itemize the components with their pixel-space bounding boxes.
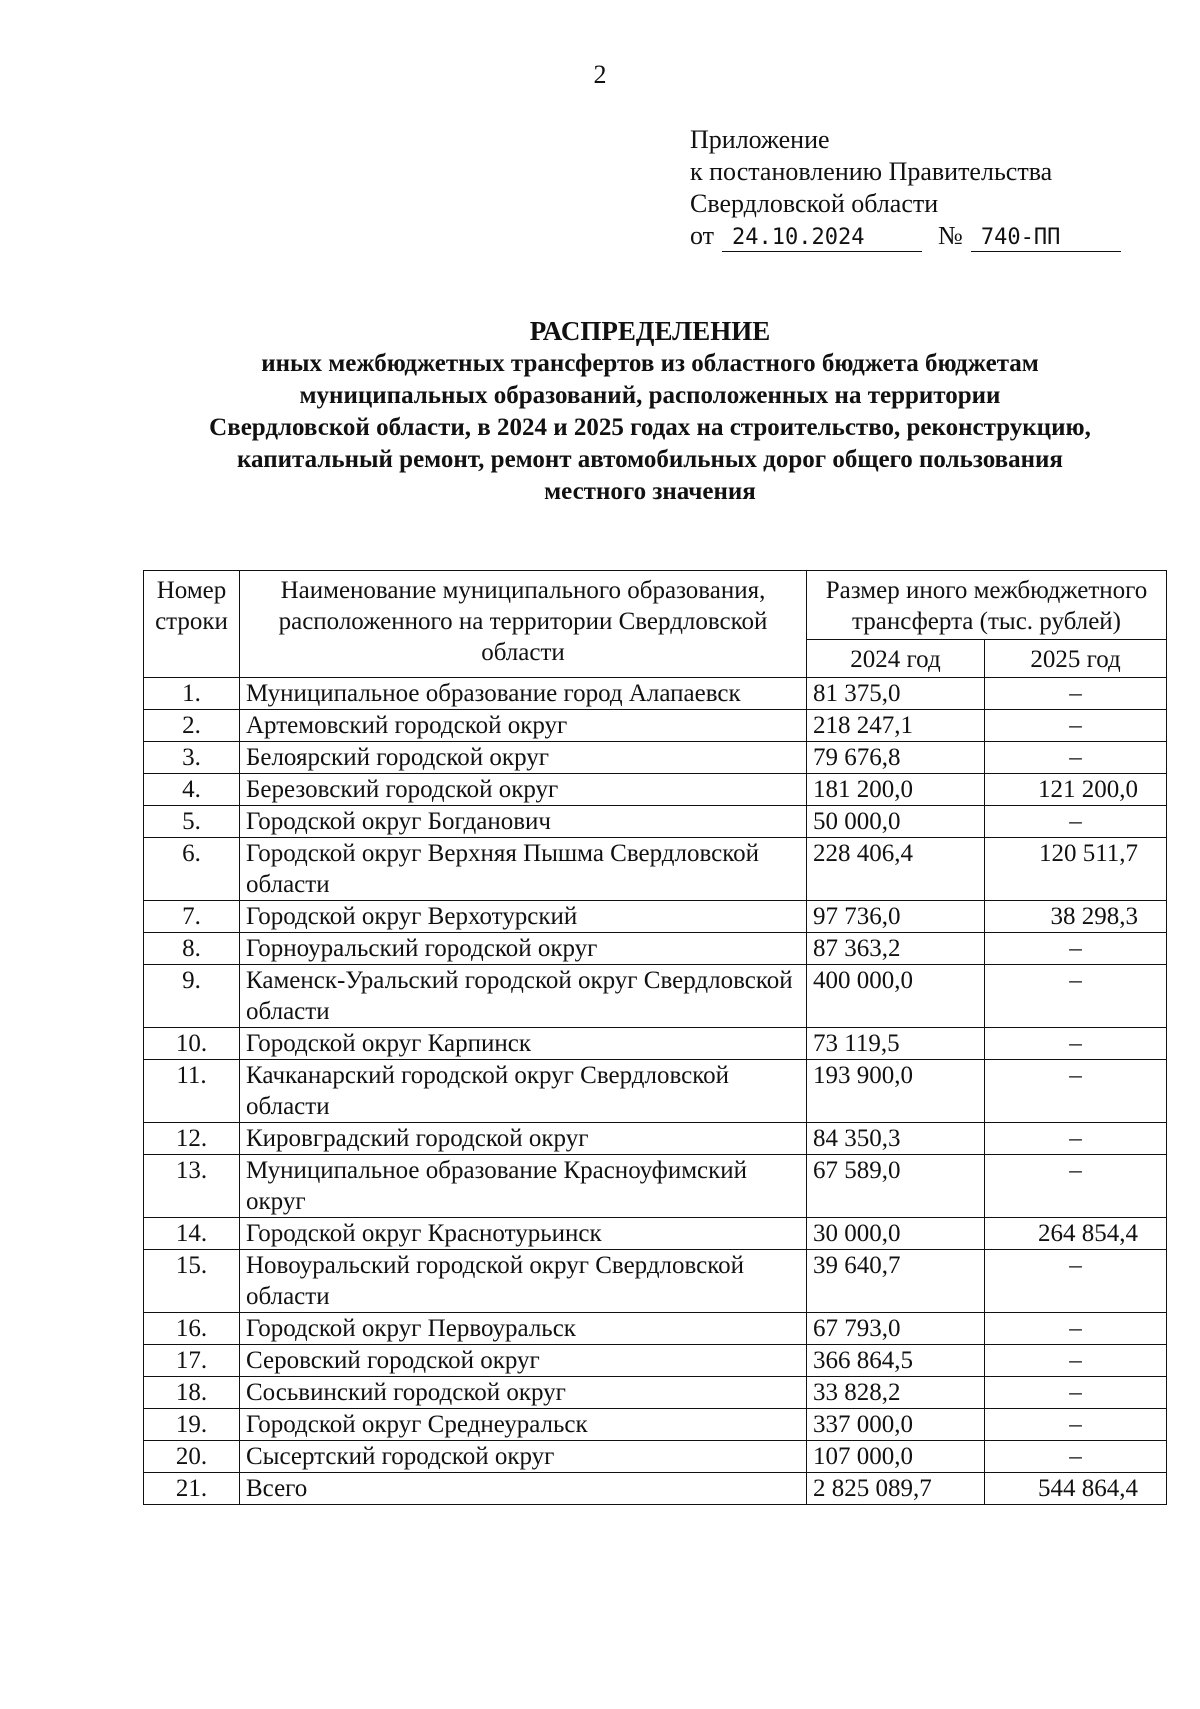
municipality-name-cell: Городской округ Первоуральск [240, 1313, 807, 1345]
municipality-name-cell: Городской округ Верхняя Пышма Свердловской области [240, 838, 807, 901]
amount-2025-cell: – [985, 1155, 1167, 1218]
municipality-name-cell: Муниципальное образование город Алапаевск [240, 678, 807, 710]
amount-2025-cell: – [985, 742, 1167, 774]
row-number-cell: 15. [144, 1250, 240, 1313]
amount-2025-cell: – [985, 1345, 1167, 1377]
header-amount: Размер иного межбюджетного трансферта (тыс. рублей) [807, 571, 1167, 640]
row-number-cell: 14. [144, 1218, 240, 1250]
header-year-2024: 2024 год [807, 640, 985, 678]
table-row [144, 1028, 1167, 1060]
row-number-cell: 20. [144, 1441, 240, 1473]
table-row [144, 774, 1167, 806]
municipality-name-cell: Городской округ Краснотурьинск [240, 1218, 807, 1250]
title-line: Свердловской области, в 2024 и 2025 годах на строительство, реконструкцию, [209, 414, 1091, 441]
amount-2024-cell: 50 000,0 [807, 806, 985, 838]
municipality-name-cell: Серовский городской округ [240, 1345, 807, 1377]
row-number-cell: 11. [144, 1060, 240, 1123]
amount-2025-cell: – [985, 1377, 1167, 1409]
table-row [144, 806, 1167, 838]
title-line: капитальный ремонт, ремонт автомобильных дорог общего пользования [237, 446, 1063, 473]
amount-2024-cell: 39 640,7 [807, 1250, 985, 1313]
municipality-name-cell: Всего [240, 1473, 807, 1505]
document-date: 24.10.2024 [722, 225, 922, 252]
date-prefix: от [690, 221, 715, 250]
table-row [144, 1060, 1167, 1123]
row-number-cell: 9. [144, 965, 240, 1028]
amount-2025-cell: – [985, 1250, 1167, 1313]
document-title [0, 314, 1200, 508]
row-number-cell: 3. [144, 742, 240, 774]
municipality-name-cell: Новоуральский городской округ Свердловской области [240, 1250, 807, 1313]
table-row [144, 1123, 1167, 1155]
municipality-name-cell: Качканарский городской округ Свердловской области [240, 1060, 807, 1123]
appendix-date-row [690, 220, 1121, 252]
row-number-cell: 17. [144, 1345, 240, 1377]
row-number-cell: 1. [144, 678, 240, 710]
appendix-line: Приложение [690, 125, 830, 154]
amount-2024-cell: 30 000,0 [807, 1218, 985, 1250]
amount-2025-cell: 121 200,0 [985, 774, 1167, 806]
amount-2024-cell: 181 200,0 [807, 774, 985, 806]
row-number-cell: 16. [144, 1313, 240, 1345]
row-number-cell: 21. [144, 1473, 240, 1505]
title-line: иных межбюджетных трансфертов из областного бюджета бюджетам [261, 350, 1039, 377]
municipality-name-cell: Городской округ Богданович [240, 806, 807, 838]
appendix-line: Свердловской области [690, 189, 939, 218]
header-year-2025: 2025 год [985, 640, 1167, 678]
row-number-cell: 12. [144, 1123, 240, 1155]
table-body [144, 678, 1167, 1505]
municipality-name-cell: Муниципальное образование Красноуфимский округ [240, 1155, 807, 1218]
title-line: муниципальных образований, расположенных на территории [299, 382, 1001, 409]
amount-2024-cell: 67 589,0 [807, 1155, 985, 1218]
amount-2024-cell: 79 676,8 [807, 742, 985, 774]
title-subtitle [0, 348, 1200, 508]
amount-2024-cell: 73 119,5 [807, 1028, 985, 1060]
row-number-cell: 4. [144, 774, 240, 806]
distribution-table [143, 570, 1167, 1505]
row-number-cell: 18. [144, 1377, 240, 1409]
row-number-cell: 5. [144, 806, 240, 838]
amount-2025-cell: – [985, 933, 1167, 965]
header-row-number: Номер строки [144, 571, 240, 678]
amount-2025-cell: – [985, 965, 1167, 1028]
table-row [144, 965, 1167, 1028]
amount-2024-cell: 87 363,2 [807, 933, 985, 965]
appendix-block [690, 124, 1121, 252]
row-number-cell: 13. [144, 1155, 240, 1218]
amount-2025-cell: – [985, 678, 1167, 710]
table-row [144, 838, 1167, 901]
table-header-row [144, 571, 1167, 640]
amount-2025-cell: – [985, 806, 1167, 838]
amount-2024-cell: 193 900,0 [807, 1060, 985, 1123]
page-number: 2 [593, 60, 607, 89]
amount-2025-cell: – [985, 710, 1167, 742]
table-row [144, 1313, 1167, 1345]
amount-2024-cell: 67 793,0 [807, 1313, 985, 1345]
amount-2025-cell: – [985, 1409, 1167, 1441]
amount-2024-cell: 218 247,1 [807, 710, 985, 742]
table-row [144, 1218, 1167, 1250]
amount-2025-cell: 38 298,3 [985, 901, 1167, 933]
municipality-name-cell: Белоярский городской округ [240, 742, 807, 774]
table-row [144, 1409, 1167, 1441]
amount-2025-cell: – [985, 1313, 1167, 1345]
row-number-cell: 7. [144, 901, 240, 933]
municipality-name-cell: Березовский городской округ [240, 774, 807, 806]
amount-2025-cell: 120 511,7 [985, 838, 1167, 901]
table-row [144, 742, 1167, 774]
row-number-cell: 6. [144, 838, 240, 901]
row-number-cell: 10. [144, 1028, 240, 1060]
amount-2025-cell: – [985, 1441, 1167, 1473]
municipality-name-cell: Горноуральский городской округ [240, 933, 807, 965]
row-number-cell: 2. [144, 710, 240, 742]
appendix-line: к постановлению Правительства [690, 157, 1053, 186]
title-line: местного значения [544, 478, 756, 505]
amount-2025-cell: 544 864,4 [985, 1473, 1167, 1505]
municipality-name-cell: Сысертский городской округ [240, 1441, 807, 1473]
table-row [144, 1441, 1167, 1473]
table-row [144, 1377, 1167, 1409]
number-sign: № [938, 221, 963, 250]
amount-2024-cell: 400 000,0 [807, 965, 985, 1028]
document-number: 740-ПП [971, 225, 1121, 252]
table-row [144, 1250, 1167, 1313]
amount-2025-cell: – [985, 1123, 1167, 1155]
municipality-name-cell: Городской округ Карпинск [240, 1028, 807, 1060]
table-row [144, 901, 1167, 933]
amount-2025-cell: – [985, 1028, 1167, 1060]
amount-2025-cell: 264 854,4 [985, 1218, 1167, 1250]
title-main: РАСПРЕДЕЛЕНИЕ [529, 316, 771, 346]
amount-2024-cell: 228 406,4 [807, 838, 985, 901]
amount-2024-cell: 84 350,3 [807, 1123, 985, 1155]
amount-2024-cell: 81 375,0 [807, 678, 985, 710]
municipality-name-cell: Каменск-Уральский городской округ Свердловской области [240, 965, 807, 1028]
municipality-name-cell: Сосьвинский городской округ [240, 1377, 807, 1409]
municipality-name-cell: Городской округ Среднеуральск [240, 1409, 807, 1441]
municipality-name-cell: Артемовский городской округ [240, 710, 807, 742]
table-row [144, 1345, 1167, 1377]
table-row [144, 678, 1167, 710]
table-row [144, 1473, 1167, 1505]
amount-2024-cell: 97 736,0 [807, 901, 985, 933]
amount-2025-cell: – [985, 1060, 1167, 1123]
amount-2024-cell: 337 000,0 [807, 1409, 985, 1441]
table-row [144, 1155, 1167, 1218]
table-row [144, 933, 1167, 965]
amount-2024-cell: 33 828,2 [807, 1377, 985, 1409]
row-number-cell: 8. [144, 933, 240, 965]
amount-2024-cell: 107 000,0 [807, 1441, 985, 1473]
municipality-name-cell: Городской округ Верхотурский [240, 901, 807, 933]
municipality-name-cell: Кировградский городской округ [240, 1123, 807, 1155]
row-number-cell: 19. [144, 1409, 240, 1441]
table-row [144, 710, 1167, 742]
amount-2024-cell: 366 864,5 [807, 1345, 985, 1377]
amount-2024-cell: 2 825 089,7 [807, 1473, 985, 1505]
header-name: Наименование муниципального образования, расположенного на территории Свердловской области [240, 571, 807, 678]
